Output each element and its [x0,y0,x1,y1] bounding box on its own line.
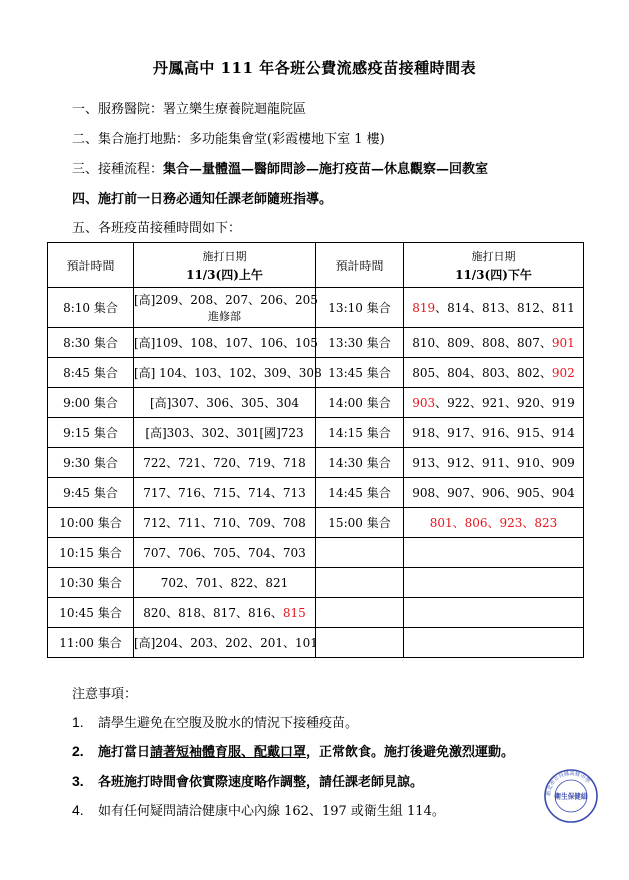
page-title: 丹鳳高中 111 年各班公費流感疫苗接種時間表 [152,59,477,77]
am-time-cell: 8:30 集合 [48,328,134,358]
am-classes-cell [134,418,316,448]
note-text: ，正常飲食。施打後避免激烈運動。 [306,745,515,760]
stamp-ring-text: 新北市立丹鳳高級中學 [545,770,591,797]
class-list: [高]303、302、301[國]723 [145,426,304,440]
am-classes-cell [134,388,316,418]
note-text: 請學生避免在空腹及脫水的情況下接種疫苗。 [98,716,359,731]
pm-classes-cell [404,508,584,538]
pm-time-cell [316,538,404,568]
am-classes-cell [134,598,316,628]
table-row [48,508,584,538]
class-list: 722、721、720、719、718 [143,456,306,470]
health-office-stamp [543,768,599,824]
class-list-highlight: 901 [551,336,575,350]
stamp-center-text: 衛生保健組 [554,792,588,801]
class-list: [高]109、108、107、106、105 [134,336,318,350]
am-time-cell: 10:15 集合 [48,538,134,568]
am-time-cell: 10:30 集合 [48,568,134,598]
info-line [72,188,332,207]
note-item [72,712,358,731]
table-row [48,598,584,628]
table-row [48,568,584,598]
note-text: 如有任何疑問請洽健康中心內線 162、197 或衛生組 114。 [98,804,445,819]
am-time-cell: 9:15 集合 [48,418,134,448]
class-list: 702、701、822、821 [160,576,289,590]
am-time-cell: 9:30 集合 [48,448,134,478]
am-classes-cell [134,568,316,598]
am-date: 11/3(四)上午 [186,267,263,282]
info-value: 施打前一日務必通知任課老師隨班指導。 [98,192,333,207]
am-classes-cell [134,478,316,508]
class-list: 717、716、715、714、713 [143,486,306,500]
info-label: 三、接種流程： [72,162,164,177]
class-list: 820、818、817、816、 [143,606,283,620]
notes-title: 注意事項： [72,687,138,702]
note-number: 2. [72,743,84,759]
pm-time-cell: 13:10 集合 [316,288,404,328]
class-list: 805、804、803、802、 [412,366,552,380]
note-text: 各班施打時間會依實際速度略作調整，請任課老師見諒。 [98,775,424,790]
class-list-highlight: 815 [282,606,306,620]
class-list: 908、907、906、905、904 [412,486,575,500]
class-list: 707、706、705、704、703 [143,546,306,560]
info-value: 多功能集會堂(彩霞樓地下室 1 樓) [189,132,385,147]
pm-time-cell: 13:30 集合 [316,328,404,358]
am-time-cell: 10:45 集合 [48,598,134,628]
am-classes-cell [134,448,316,478]
pm-date-label: 施打日期 [471,249,516,263]
am-time-cell: 9:00 集合 [48,388,134,418]
am-classes-cell [134,358,322,388]
am-classes-cell [134,628,316,658]
am-classes-cell [134,538,316,568]
am-classes-cell [134,508,316,538]
am-time-cell: 10:00 集合 [48,508,134,538]
info-line [72,158,488,177]
info-line [72,98,306,117]
info-line [72,128,385,147]
table-row [48,288,584,328]
pm-time-cell: 14:15 集合 [316,418,404,448]
info-label: 四、 [72,192,99,207]
table-row [48,328,584,358]
note-number: 3. [72,773,84,789]
class-list: [高] 104、103、102、309、308 [134,366,322,380]
class-list-highlight: 902 [551,366,575,380]
note-item [72,741,514,760]
class-list: [高]209、208、207、206、205 [134,293,318,307]
note-item [72,800,445,819]
pm-classes-cell [404,288,584,328]
pm-classes-cell [404,538,584,568]
am-classes-cell [134,328,316,358]
pm-classes-cell [404,418,584,448]
am-classes-cell [134,288,316,328]
col-header-pm-date [404,243,584,288]
class-list: [高]307、306、305、304 [150,396,299,410]
col-header-am-time: 預計時間 [48,243,134,288]
pm-time-cell: 14:00 集合 [316,388,404,418]
pm-time-cell: 13:45 集合 [316,358,404,388]
pm-time-cell: 14:45 集合 [316,478,404,508]
table-row [48,478,584,508]
info-label: 二、集合施打地點： [72,132,190,147]
info-label: 一、服務醫院： [72,102,164,117]
am-time-cell: 11:00 集合 [48,628,134,658]
info-label: 五、 [72,221,99,236]
col-header-am-date [134,243,316,288]
note-item [72,771,423,790]
table-row [48,538,584,568]
pm-classes-cell [404,388,584,418]
class-list-highlight: 903 [412,396,436,410]
note-number: 1. [72,714,84,730]
class-list: 、922、921、920、919 [435,396,575,410]
note-text: 請著短袖體育服、配戴口罩 [150,745,307,760]
info-value: 署立樂生療養院迴龍院區 [163,102,307,117]
info-line [72,217,241,236]
class-list: [高]204、203、202、201、101 [134,636,318,650]
class-list: 918、917、916、915、914 [412,426,575,440]
pm-classes-cell [404,448,584,478]
pm-classes-cell [404,598,584,628]
class-list-highlight: 801、806、923、823 [429,516,558,530]
pm-date: 11/3(四)下午 [455,267,532,282]
class-list: 、814、813、812、811 [435,301,575,315]
class-list-highlight: 819 [412,301,436,315]
vaccination-schedule-table [47,242,584,658]
class-list: 913、912、911、910、909 [412,456,575,470]
table-header-row [48,243,584,288]
pm-classes-cell [404,478,584,508]
info-value: 集合—量體溫—醫師問診—施打疫苗—休息觀察—回教室 [163,162,489,177]
class-list: 712、711、710、709、708 [143,516,306,530]
table-row [48,628,584,658]
note-number: 4. [72,802,84,818]
pm-time-cell [316,598,404,628]
pm-time-cell: 14:30 集合 [316,448,404,478]
class-list: 810、809、808、807、 [412,336,552,350]
note-text: 施打當日 [98,745,151,760]
am-date-label: 施打日期 [202,249,247,263]
table-row [48,358,584,388]
pm-time-cell: 15:00 集合 [316,508,404,538]
am-time-cell: 8:45 集合 [48,358,134,388]
am-time-cell: 9:45 集合 [48,478,134,508]
table-row [48,418,584,448]
pm-time-cell [316,568,404,598]
col-header-pm-time: 預計時間 [316,243,404,288]
pm-classes-cell [404,328,584,358]
class-list: 進修部 [208,310,241,323]
table-row [48,448,584,478]
pm-classes-cell [404,628,584,658]
pm-time-cell [316,628,404,658]
table-row [48,388,584,418]
pm-classes-cell [404,358,584,388]
pm-classes-cell [404,568,584,598]
info-value: 各班疫苗接種時間如下： [98,221,242,236]
am-time-cell: 8:10 集合 [48,288,134,328]
